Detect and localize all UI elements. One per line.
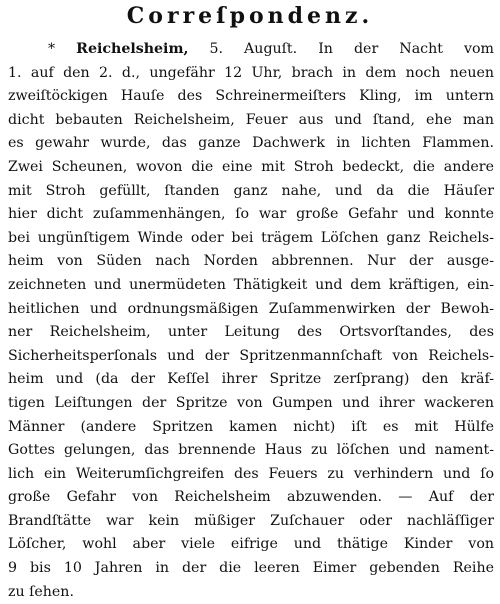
article-line: zeichneten und unermüdeten Thätigkeit und dem kräftigen, ein- — [8, 276, 494, 293]
article-line: heitlichen und ordnungsmäßigen Zuſammenwirken der Bewoh- — [8, 300, 494, 317]
article-line: große Gefahr von Reichelsheim abzuwenden. — Auf der — [8, 489, 494, 506]
article-line: Sicherheitsperſonals und der Spritzenmannſchaft von Reichels- — [8, 347, 494, 364]
dateline-date: 5. Auguſt. — [209, 41, 298, 57]
article-line: bei ungünſtigem Winde oder bei trägem Löſchen ganz Reichels- — [8, 229, 494, 246]
article-line: lich ein Weiterumſichgreifen des Feuers zu verhindern und ſo — [8, 465, 494, 482]
article-line: Gottes gelungen, das brennende Haus zu löſchen und nament- — [8, 442, 494, 459]
article-line: Brandſtätte war kein müßiger Zuſchauer oder nachläſſiger — [8, 512, 494, 529]
dateline-place: Reichelsheim, — [76, 41, 189, 57]
article-line: heim von Süden nach Norden abbrennen. Nur der ausge- — [8, 253, 494, 270]
article-line: mit Stroh gefüllt, ſtanden ganz nahe, und da die Häuſer — [8, 182, 494, 199]
article-body — [8, 38, 494, 604]
article-text: In der Nacht vom — [318, 41, 494, 57]
article-line: Männer (andere Spritzen kamen nicht) iſt es mit Hülfe — [8, 418, 494, 435]
article-line: 1. auf den 2. d., ungefähr 12 Uhr, brach in dem noch neuen — [8, 64, 494, 81]
article-line: hier dicht zuſammenhängen, ſo war große Gefahr und konnte — [8, 206, 494, 223]
article-line: dicht bebauten Reichelsheim, Feuer aus und ſtand, ehe man — [8, 111, 494, 128]
section-heading: Correſpondenz. — [126, 3, 374, 29]
article-line: zweiſtöckigen Hauſe des Schreinermeiſters Kling, im untern — [8, 88, 494, 105]
article-line: 9 bis 10 Jahren in der die leeren Eimer gebenden Reihe — [8, 560, 494, 577]
article-line: Löſcher, wohl aber viele eifrige und thätige Kinder von — [8, 536, 494, 553]
article-line: Zwei Scheunen, wovon die eine mit Stroh bedeckt, die andere — [8, 158, 494, 175]
article-line: heim und (da der Keſſel ihrer Spritze zerſprang) den kräf- — [8, 371, 494, 388]
dateline-marker: * — [48, 41, 56, 57]
article-line-1 — [8, 38, 494, 62]
article-line: ner Reichelsheim, unter Leitung des Ortsvorſtandes, des — [8, 324, 494, 341]
article-line: zu ſehen. — [8, 583, 74, 600]
article-line: es gewahr wurde, das ganze Dachwerk in lichten Flammen. — [8, 135, 494, 152]
article-line: tigen Leiſtungen der Spritze von Gumpen und ihrer wackeren — [8, 394, 494, 411]
